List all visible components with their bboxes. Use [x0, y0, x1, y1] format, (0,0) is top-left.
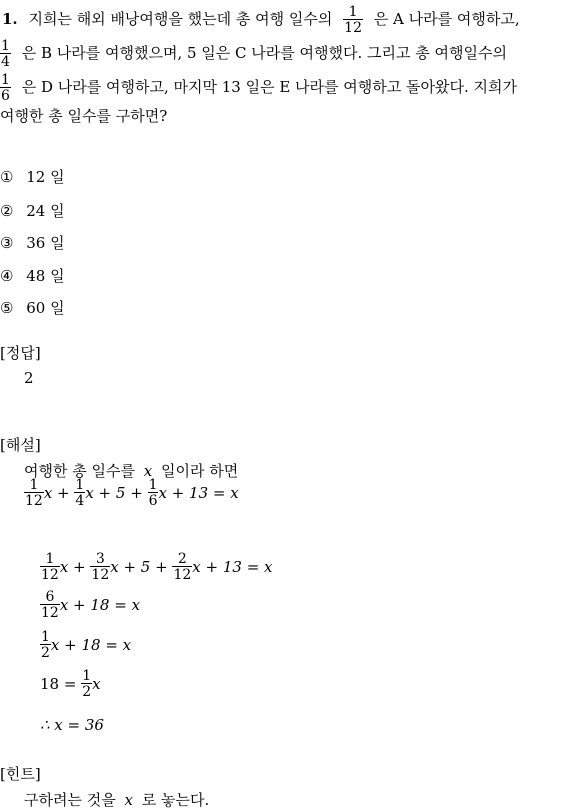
- answer-label: [정답]: [0, 344, 41, 362]
- problem-text: 은 A 나라를 여행하고,: [373, 10, 520, 28]
- choice-text: 60 일: [26, 299, 65, 317]
- equation-2: $\frac{1}{12}$ x + $\frac{3}{12}$ x + 5 + $\frac{2}{12}$ x + 13 = x: [41, 551, 273, 583]
- problem-text: 지희는 해외 배낭여행을 했는데 총 여행 일수의: [28, 10, 333, 28]
- equation-1: $\frac{1}{12}$ x + $\frac{1}{4}$ x + 5 + $\frac{1}{6}$ x + 13 = x: [25, 477, 239, 509]
- choice-text: 12 일: [26, 168, 65, 186]
- fraction-1-12: $\frac{1}{12}$: [344, 4, 362, 36]
- choice-3[interactable]: [0, 232, 65, 253]
- equation-4: $\frac{1}{2}$ x + 18 = x: [41, 629, 132, 661]
- choice-5[interactable]: [0, 297, 65, 318]
- answer-value: 2: [24, 369, 34, 387]
- variable-x: x: [143, 462, 153, 480]
- problem-number: 1.: [2, 10, 18, 28]
- explanation-intro: 여행한 총 일수를 x 일이라 하면: [24, 462, 239, 480]
- problem-line-2: [0, 36, 507, 70]
- choice-marker: ④: [0, 267, 14, 285]
- hint-text: 구하려는 것을 x 로 놓는다.: [24, 791, 210, 809]
- choice-text: 24 일: [26, 202, 65, 220]
- equation-3: $\frac{6}{12}$ x + 18 = x: [41, 589, 141, 621]
- problem-text: 은 B 나라를 여행했으며, 5 일은 C 나라를 여행했다. 그리고 총 여행일수의: [21, 44, 507, 62]
- choice-marker: ⑤: [0, 299, 14, 317]
- equation-5: 18 = $\frac{1}{2}$ x: [40, 668, 101, 700]
- choice-marker: ②: [0, 202, 14, 220]
- choice-2[interactable]: [0, 200, 65, 221]
- variable-x: x: [124, 791, 133, 809]
- choice-text: 36 일: [26, 234, 65, 252]
- choice-text: 48 일: [26, 267, 65, 285]
- choice-4[interactable]: [0, 265, 65, 286]
- problem-line-3: [0, 70, 517, 104]
- choice-1[interactable]: [0, 166, 65, 187]
- fraction-1-6: $\frac{1}{6}$: [1, 72, 10, 104]
- choice-marker: ③: [0, 234, 14, 252]
- choice-marker: ①: [0, 168, 14, 186]
- explanation-label: [해설]: [0, 436, 41, 454]
- problem-line-1: [2, 2, 520, 36]
- problem-text: 은 D 나라를 여행하고, 마지막 13 일은 E 나라를 여행하고 돌아왔다. 지희가: [21, 78, 517, 96]
- equation-6: ∴ x = 36: [40, 716, 104, 734]
- hint-label: [힌트]: [0, 765, 41, 783]
- problem-line-4: 여행한 총 일수를 구하면?: [0, 107, 168, 125]
- fraction-1-4: $\frac{1}{4}$: [1, 38, 10, 70]
